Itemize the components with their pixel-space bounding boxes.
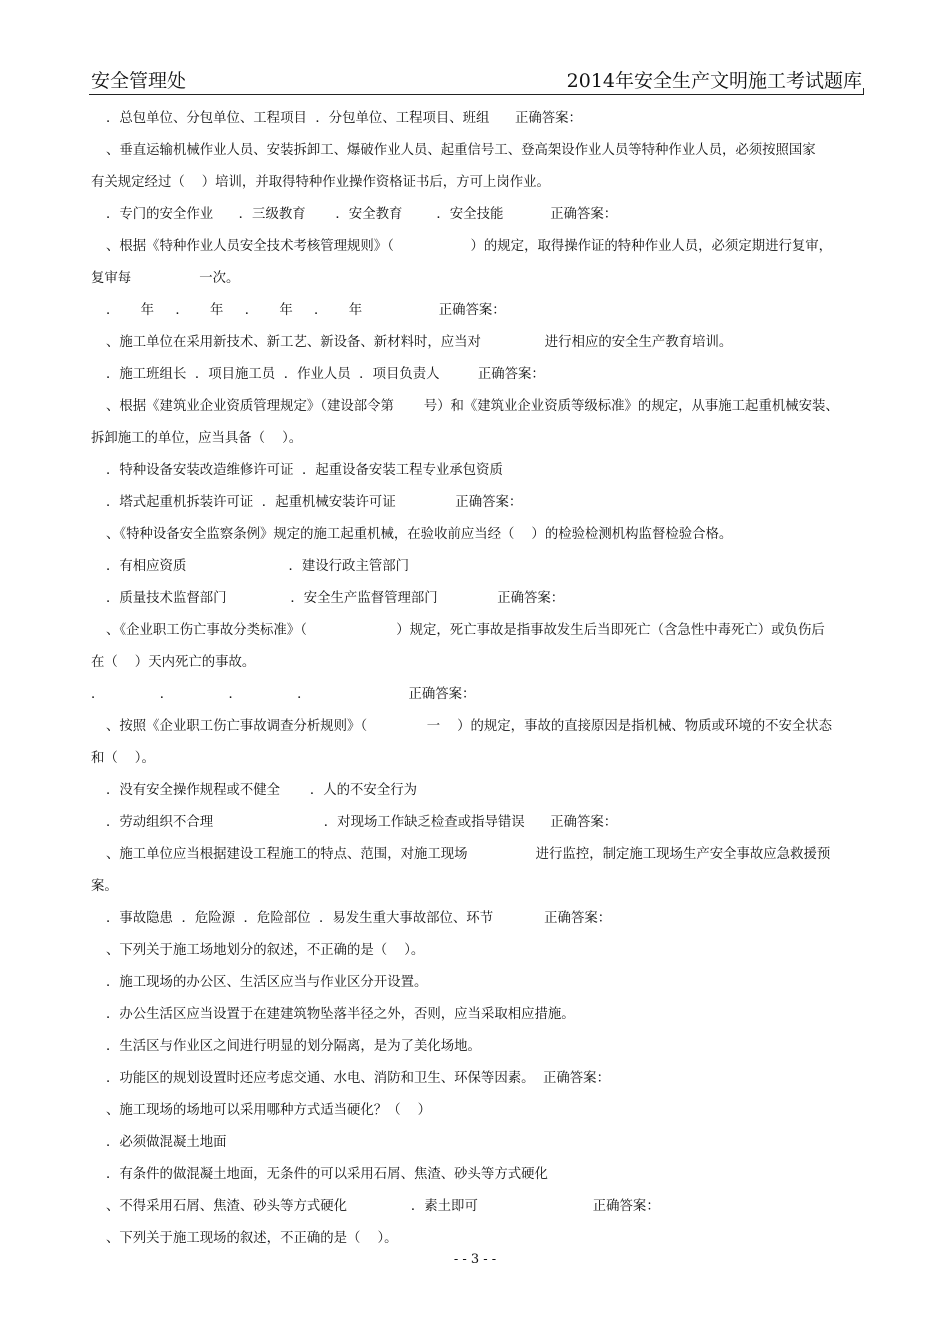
question-text-line: ．专门的安全作业 ．三级教育 ．安全教育 ．安全技能 正确答案： [106, 207, 618, 222]
question-text-line: ．没有安全操作规程或不健全 ．人的不安全行为 [106, 783, 417, 798]
question-text-line: 拆卸施工的单位，应当具备（ ）。 [91, 431, 303, 446]
question-text-line: ．施工班组长 ．项目施工员 ．作业人员 ．项目负责人 正确答案： [106, 367, 545, 382]
question-text-line: 、施工单位在采用新技术、新工艺、新设备、新材料时，应当对 进行相应的安全生产教育培训。 [106, 335, 733, 350]
question-text-line: ．功能区的规划设置时还应考虑交通、水电、消防和卫生、环保等因素。 正确答案： [106, 1071, 610, 1086]
question-text-line: 有关规定经过（ ）培训，并取得特种作业操作资格证书后，方可上岗作业。 [91, 175, 550, 190]
header-left-title: 安全管理处 [91, 70, 187, 92]
header-rule-tick [863, 88, 864, 95]
question-text-line: ．特种设备安装改造维修许可证 ．起重设备安装工程专业承包资质 [106, 463, 503, 478]
question-text-line: ．生活区与作业区之间进行明显的划分隔离，是为了美化场地。 [106, 1039, 481, 1054]
question-text-line: ． 年 ． 年 ． 年 ． 年 正确答案： [106, 303, 506, 318]
question-text-line: ．劳动组织不合理 ．对现场工作缺乏检查或指导错误 正确答案： [106, 815, 618, 830]
question-text-line: 复审每 一次。 [91, 271, 240, 286]
question-text-line: 、根据《特种作业人员安全技术考核管理规则》（ ）的规定，取得操作证的特种作业人员，必须定期进行复审， [106, 239, 833, 254]
question-text-line: 、垂直运输机械作业人员、安装拆卸工、爆破作业人员、起重信号工、登高架设作业人员等特种作业人员，必须按照国家 [106, 143, 816, 158]
question-text-line: 、《特种设备安全监察条例》规定的施工起重机械，在验收前应当经（ ）的检验检测机构监督检验合格。 [106, 527, 733, 542]
question-text-line: 在（ ）天内死亡的事故。 [91, 655, 256, 670]
question-text-line: ．有条件的做混凝土地面，无条件的可以采用石屑、焦渣、砂头等方式硬化 [106, 1167, 548, 1182]
question-text-line: 、施工现场的场地可以采用哪种方式适当硬化？（ ） [106, 1103, 432, 1118]
question-text-line: 、《企业职工伤亡事故分类标准》（ ）规定，死亡事故是指事故发生后当即死亡（含急性中毒死亡）或负伤后 [106, 623, 825, 638]
question-text-line: 、按照《企业职工伤亡事故调查分析规则》（ 一 ）的规定，事故的直接原因是指机械、物质或环境的不安全状态 [106, 719, 833, 734]
question-text-line: 、下列关于施工场地划分的叙述，不正确的是（ ）。 [106, 943, 425, 958]
question-text-line: ．质量技术监督部门 ．安全生产监督管理部门 正确答案： [106, 591, 565, 606]
page-number: - - 3 - - [453, 1252, 497, 1267]
header-right-title: 2014年安全生产文明施工考试题库 [566, 70, 862, 92]
question-text-line: 、不得采用石屑、焦渣、砂头等方式硬化 ．素土即可 正确答案： [106, 1199, 660, 1214]
question-text-line: ．总包单位、分包单位、工程项目 ．分包单位、工程项目、班组 正确答案： [106, 111, 582, 126]
question-text-line: 和（ ）。 [91, 751, 155, 766]
question-text-line: 案。 [91, 879, 118, 894]
question-text-line: 、施工单位应当根据建设工程施工的特点、范围，对施工现场 进行监控，制定施工现场生产安全事故应急救援预 [106, 847, 831, 862]
question-text-line: 、下列关于施工现场的叙述，不正确的是（ ）。 [106, 1231, 398, 1246]
question-text-line: ．必须做混凝土地面 [106, 1135, 227, 1150]
question-text-line: ．有相应资质 ．建设行政主管部门 [106, 559, 410, 574]
question-text-line: ．办公生活区应当设置于在建建筑物坠落半径之外，否则，应当采取相应措施。 [106, 1007, 575, 1022]
question-text-line: ．塔式起重机拆装许可证 ．起重机械安装许可证 正确答案： [106, 495, 523, 510]
question-text-line: ．事故隐患 ．危险源 ．危险部位 ．易发生重大事故部位、环节 正确答案： [106, 911, 612, 926]
question-text-line: 、根据《建筑业企业资质管理规定》（建设部令第 号）和《建筑业企业资质等级标准》的规定，从事施工起重机械安装、 [106, 399, 839, 414]
question-text-line: ．施工现场的办公区、生活区应当与作业区分开设置。 [106, 975, 428, 990]
header-rule [89, 94, 864, 95]
question-text-line: ． ． ． ． 正确答案： [91, 687, 476, 702]
